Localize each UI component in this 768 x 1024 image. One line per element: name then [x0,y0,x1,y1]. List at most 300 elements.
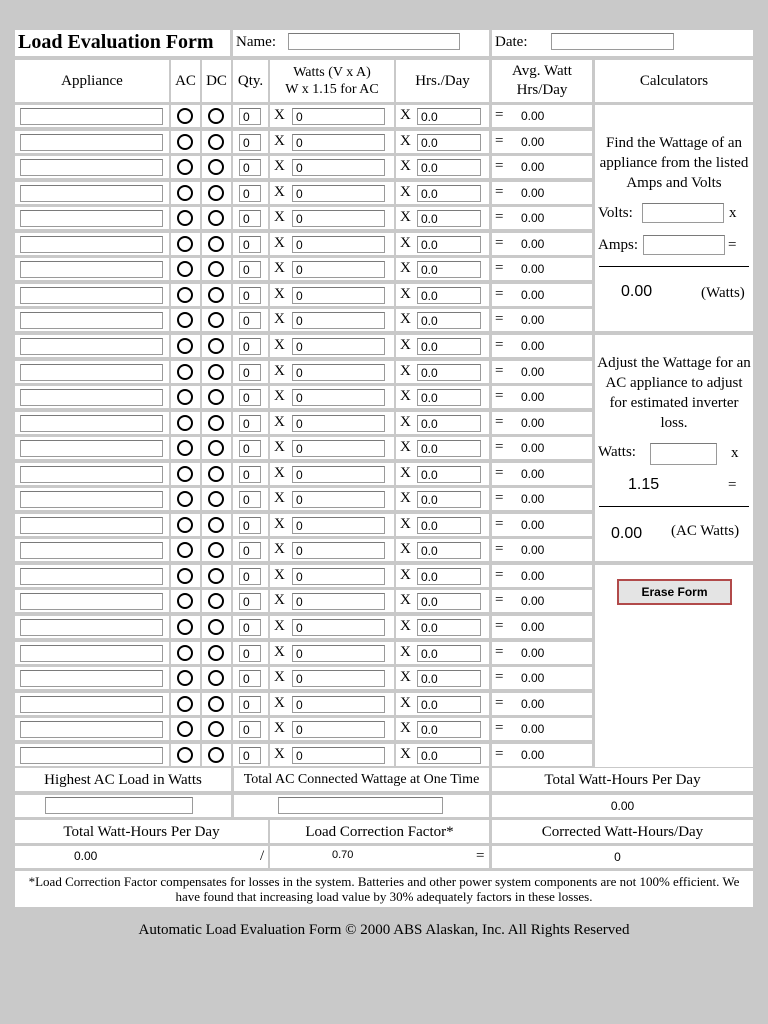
qty-input[interactable] [239,568,261,585]
appliance-input[interactable] [20,287,163,304]
appliance-input[interactable] [20,619,163,636]
dc-cell [202,258,231,280]
date-input[interactable] [551,33,674,50]
ac-radio[interactable] [177,542,193,558]
watts-input[interactable] [292,415,385,432]
watts-cell [270,131,394,153]
qty-cell [233,539,268,561]
qty-input[interactable] [239,364,261,381]
appliance-input[interactable] [20,645,163,662]
avg-cell [492,744,592,766]
qty-input[interactable] [239,747,261,764]
appliance-input[interactable] [20,721,163,738]
dc-radio[interactable] [208,517,224,533]
ac-radio[interactable] [177,517,193,533]
dc-radio[interactable] [208,185,224,201]
hrs-input[interactable] [417,747,481,764]
ac-cell [171,284,200,306]
avg-cell [492,463,592,485]
dc-radio[interactable] [208,210,224,226]
load-factor-value-cell [270,846,489,868]
qty-input[interactable] [239,619,261,636]
equals-label: = [728,237,737,253]
watts-input[interactable] [292,261,385,278]
equals-symbol: = [495,644,504,660]
hrs-input[interactable] [417,721,481,738]
avg-cell [492,565,592,587]
dc-cell [202,667,231,689]
dc-radio[interactable] [208,568,224,584]
ac-cell [171,539,200,561]
hrs-input[interactable] [417,440,481,457]
qty-cell [233,309,268,331]
highest-ac-input[interactable] [45,797,193,814]
watts-input[interactable] [292,619,385,636]
qty-input[interactable] [239,134,261,151]
equals-symbol: = [495,669,504,685]
qty-input[interactable] [239,159,261,176]
dc-radio[interactable] [208,338,224,354]
ac-cell [171,131,200,153]
qty-cell [233,131,268,153]
watts-input[interactable] [292,185,385,202]
watts-input[interactable] [292,747,385,764]
appliance-input[interactable] [20,159,163,176]
watts-input[interactable] [292,134,385,151]
watts-input[interactable] [292,645,385,662]
ac-radio[interactable] [177,415,193,431]
appliance-input[interactable] [20,389,163,406]
dc-radio[interactable] [208,593,224,609]
qty-input[interactable] [239,670,261,687]
ac-cell [171,233,200,255]
highest-ac-value-cell [15,795,231,817]
watts-input[interactable] [292,491,385,508]
ac-radio[interactable] [177,721,193,737]
ac-radio[interactable] [177,696,193,712]
dc-radio[interactable] [208,389,224,405]
dc-cell [202,182,231,204]
times-symbol: X [400,695,411,711]
times-symbol: X [400,337,411,353]
avg-value: 0.00 [521,697,545,711]
watts-input[interactable] [292,466,385,483]
load-factor-label-cell: Load Correction Factor* [270,820,489,843]
appliance-input[interactable] [20,210,163,227]
hrs-input[interactable] [417,261,481,278]
qty-input[interactable] [239,466,261,483]
watts-cell [270,182,394,204]
hrs-input[interactable] [417,364,481,381]
qty-cell [233,335,268,357]
times-symbol: X [400,592,411,608]
ac-radio[interactable] [177,159,193,175]
hrs-input[interactable] [417,568,481,585]
ac-radio[interactable] [177,236,193,252]
watts-input[interactable] [292,696,385,713]
ac-radio[interactable] [177,389,193,405]
times-symbol: X [400,286,411,302]
qty-input[interactable] [239,185,261,202]
dc-radio[interactable] [208,261,224,277]
times-symbol: X [400,644,411,660]
avg-value: 0.00 [521,109,545,123]
dc-radio[interactable] [208,542,224,558]
ac-cell [171,386,200,408]
ac-radio[interactable] [177,312,193,328]
ac-radio[interactable] [177,134,193,150]
watts-input[interactable] [292,670,385,687]
qty-input[interactable] [239,236,261,253]
appliance-input[interactable] [20,364,163,381]
hrs-input[interactable] [417,338,481,355]
appliance-input[interactable] [20,236,163,253]
qty-input[interactable] [239,389,261,406]
equals-symbol: = [495,618,504,634]
dc-cell [202,488,231,510]
total-wh-value-cell-2 [15,846,268,868]
ac-radio[interactable] [177,287,193,303]
name-cell [233,30,489,56]
qty-input[interactable] [239,108,261,125]
watts-cell [270,565,394,587]
ac-cell [171,156,200,178]
avg-cell [492,233,592,255]
dc-radio[interactable] [208,491,224,507]
hrs-cell [396,718,489,740]
dc-radio[interactable] [208,466,224,482]
appliance-input[interactable] [20,542,163,559]
hrs-input[interactable] [417,236,481,253]
watts-cell [270,412,394,434]
watts-input[interactable] [292,389,385,406]
dc-radio[interactable] [208,670,224,686]
dc-cell [202,233,231,255]
avg-value: 0.00 [521,492,545,506]
avg-cell [492,539,592,561]
times-symbol: X [274,260,285,276]
avg-value: 0.00 [521,211,545,225]
qty-cell [233,258,268,280]
avg-value: 0.00 [521,671,545,685]
appliance-input[interactable] [20,312,163,329]
ac-radio[interactable] [177,440,193,456]
dc-cell [202,437,231,459]
avg-value: 0.00 [521,262,545,276]
ac-cell [171,590,200,612]
ac-radio[interactable] [177,645,193,661]
hrs-input[interactable] [417,415,481,432]
hrs-cell [396,693,489,715]
qty-input[interactable] [239,593,261,610]
equals-symbol: = [495,695,504,711]
hrs-input[interactable] [417,619,481,636]
ac-cell [171,309,200,331]
watts-result: 0.00 [621,283,653,300]
qty-cell [233,565,268,587]
avg-cell [492,207,592,229]
dc-radio[interactable] [208,415,224,431]
appliance-cell [15,667,169,689]
watts-input[interactable] [292,593,385,610]
watts-input[interactable] [292,312,385,329]
total-ac-label-cell: Total AC Connected Wattage at One Time [234,768,489,791]
dc-radio[interactable] [208,619,224,635]
watts-input[interactable] [292,159,385,176]
watts-cell [270,488,394,510]
dc-radio[interactable] [208,236,224,252]
equals-symbol: = [495,592,504,608]
hrs-input[interactable] [417,466,481,483]
dc-radio[interactable] [208,312,224,328]
watts-input[interactable] [292,568,385,585]
times-symbol: X [274,516,285,532]
equals-symbol: = [495,260,504,276]
qty-cell [233,207,268,229]
qty-input[interactable] [239,210,261,227]
dc-radio[interactable] [208,134,224,150]
ac-radio[interactable] [177,261,193,277]
name-label: Name: [236,34,276,50]
ac-radio[interactable] [177,619,193,635]
times-symbol: X [400,618,411,634]
dc-cell [202,105,231,127]
dc-radio[interactable] [208,645,224,661]
dc-radio[interactable] [208,364,224,380]
total-wh-label-cell: Total Watt-Hours Per Day [492,768,753,791]
dc-radio[interactable] [208,440,224,456]
hrs-cell [396,437,489,459]
appliance-cell [15,207,169,229]
dc-cell [202,335,231,357]
hrs-input[interactable] [417,670,481,687]
qty-cell [233,463,268,485]
avg-value: 0.00 [521,569,545,583]
equals-symbol: = [495,465,504,481]
hrs-cell [396,207,489,229]
ac-radio[interactable] [177,747,193,763]
qty-input[interactable] [239,312,261,329]
hrs-input[interactable] [417,517,481,534]
calculator-ac [595,335,753,561]
appliance-input[interactable] [20,568,163,585]
ac-radio[interactable] [177,364,193,380]
qty-cell [233,156,268,178]
appliance-input[interactable] [20,261,163,278]
appliance-input[interactable] [20,108,163,125]
ac-cell [171,718,200,740]
name-input[interactable] [288,33,460,50]
dc-radio[interactable] [208,696,224,712]
appliance-input[interactable] [20,134,163,151]
appliance-input[interactable] [20,747,163,764]
appliance-cell [15,335,169,357]
hrs-cell [396,386,489,408]
qty-cell [233,437,268,459]
ac-radio[interactable] [177,593,193,609]
watts-input[interactable] [292,236,385,253]
times-symbol: X [400,260,411,276]
avg-value: 0.00 [521,594,545,608]
watts-input[interactable] [292,364,385,381]
qty-input[interactable] [239,542,261,559]
qty-input[interactable] [239,440,261,457]
col-hrs: Hrs./Day [396,60,489,102]
ac-result-unit: (AC Watts) [671,523,740,539]
ac-radio[interactable] [177,568,193,584]
appliance-cell [15,744,169,766]
total-wh-value-cell [492,795,753,817]
times-symbol: X [274,209,285,225]
hrs-input[interactable] [417,312,481,329]
amps-input[interactable] [643,235,725,255]
times-symbol: X [400,720,411,736]
watts-input[interactable] [292,338,385,355]
avg-cell [492,258,592,280]
dc-radio[interactable] [208,108,224,124]
times-symbol: X [274,286,285,302]
hrs-input[interactable] [417,645,481,662]
watts-input[interactable] [292,542,385,559]
times-symbol: X [274,337,285,353]
times-symbol: X [400,209,411,225]
hrs-input[interactable] [417,696,481,713]
hrs-input[interactable] [417,542,481,559]
hrs-cell [396,156,489,178]
watts-input[interactable] [292,721,385,738]
times-symbol: X [400,158,411,174]
qty-input[interactable] [239,696,261,713]
erase-form-button[interactable]: Erase Form [617,579,732,605]
appliance-input[interactable] [20,696,163,713]
appliance-input[interactable] [20,670,163,687]
dc-radio[interactable] [208,287,224,303]
watts-input[interactable] [292,210,385,227]
appliance-cell [15,514,169,536]
hrs-input[interactable] [417,491,481,508]
hrs-input[interactable] [417,134,481,151]
ac-cell [171,514,200,536]
watts-input[interactable] [292,108,385,125]
col-dc: DC [202,60,231,102]
appliance-cell [15,182,169,204]
qty-input[interactable] [239,261,261,278]
avg-cell [492,642,592,664]
calculator-watts [595,105,753,331]
dc-cell [202,309,231,331]
hrs-cell [396,514,489,536]
dc-radio[interactable] [208,159,224,175]
qty-cell [233,182,268,204]
times-symbol: X [274,746,285,762]
avg-cell [492,361,592,383]
hrs-cell [396,744,489,766]
hrs-input[interactable] [417,210,481,227]
watts-cell [270,590,394,612]
times-symbol: X [274,388,285,404]
appliance-cell [15,693,169,715]
watts-input[interactable] [292,440,385,457]
qty-input[interactable] [239,645,261,662]
times-symbol: X [400,465,411,481]
volts-label: Volts: [598,205,633,221]
avg-value: 0.00 [521,313,545,327]
dc-radio[interactable] [208,747,224,763]
hrs-input[interactable] [417,185,481,202]
equals-symbol: = [495,541,504,557]
appliance-input[interactable] [20,466,163,483]
qty-input[interactable] [239,721,261,738]
ac-radio[interactable] [177,670,193,686]
avg-value: 0.00 [521,646,545,660]
corrected-wh-label-cell: Corrected Watt-Hours/Day [492,820,753,843]
appliance-input[interactable] [20,593,163,610]
hrs-input[interactable] [417,159,481,176]
appliance-cell [15,309,169,331]
appliance-input[interactable] [20,185,163,202]
ac-cell [171,105,200,127]
ac-factor: 1.15 [628,476,660,493]
watts-input[interactable] [292,287,385,304]
times-symbol: X [274,669,285,685]
appliance-input[interactable] [20,415,163,432]
qty-input[interactable] [239,415,261,432]
date-label: Date: [495,34,528,50]
ac-radio[interactable] [177,466,193,482]
ac-radio[interactable] [177,338,193,354]
dc-cell [202,514,231,536]
hrs-cell [396,642,489,664]
watts-cell [270,309,394,331]
ac-cell [171,642,200,664]
appliance-input[interactable] [20,440,163,457]
ac-radio[interactable] [177,185,193,201]
watts-cell [270,539,394,561]
hrs-input[interactable] [417,287,481,304]
qty-input[interactable] [239,491,261,508]
hrs-cell [396,105,489,127]
ac-watts-input[interactable] [650,443,717,465]
volts-input[interactable] [642,203,724,223]
hrs-input[interactable] [417,593,481,610]
dc-cell [202,361,231,383]
watts-cell [270,258,394,280]
total-ac-input[interactable] [278,797,443,814]
appliance-input[interactable] [20,338,163,355]
ac-radio[interactable] [177,491,193,507]
times-symbol: X [274,311,285,327]
ac-radio[interactable] [177,108,193,124]
hrs-cell [396,565,489,587]
appliance-input[interactable] [20,491,163,508]
qty-input[interactable] [239,517,261,534]
avg-value: 0.00 [521,288,545,302]
equals-symbol: = [495,133,504,149]
equals-symbol: = [495,363,504,379]
qty-input[interactable] [239,287,261,304]
avg-value: 0.00 [521,339,545,353]
times-symbol: X [400,363,411,379]
watts-input[interactable] [292,517,385,534]
appliance-input[interactable] [20,517,163,534]
hrs-input[interactable] [417,389,481,406]
times-symbol: X [274,490,285,506]
ac-radio[interactable] [177,210,193,226]
qty-input[interactable] [239,338,261,355]
times-symbol: X [400,414,411,430]
hrs-input[interactable] [417,108,481,125]
dc-radio[interactable] [208,721,224,737]
